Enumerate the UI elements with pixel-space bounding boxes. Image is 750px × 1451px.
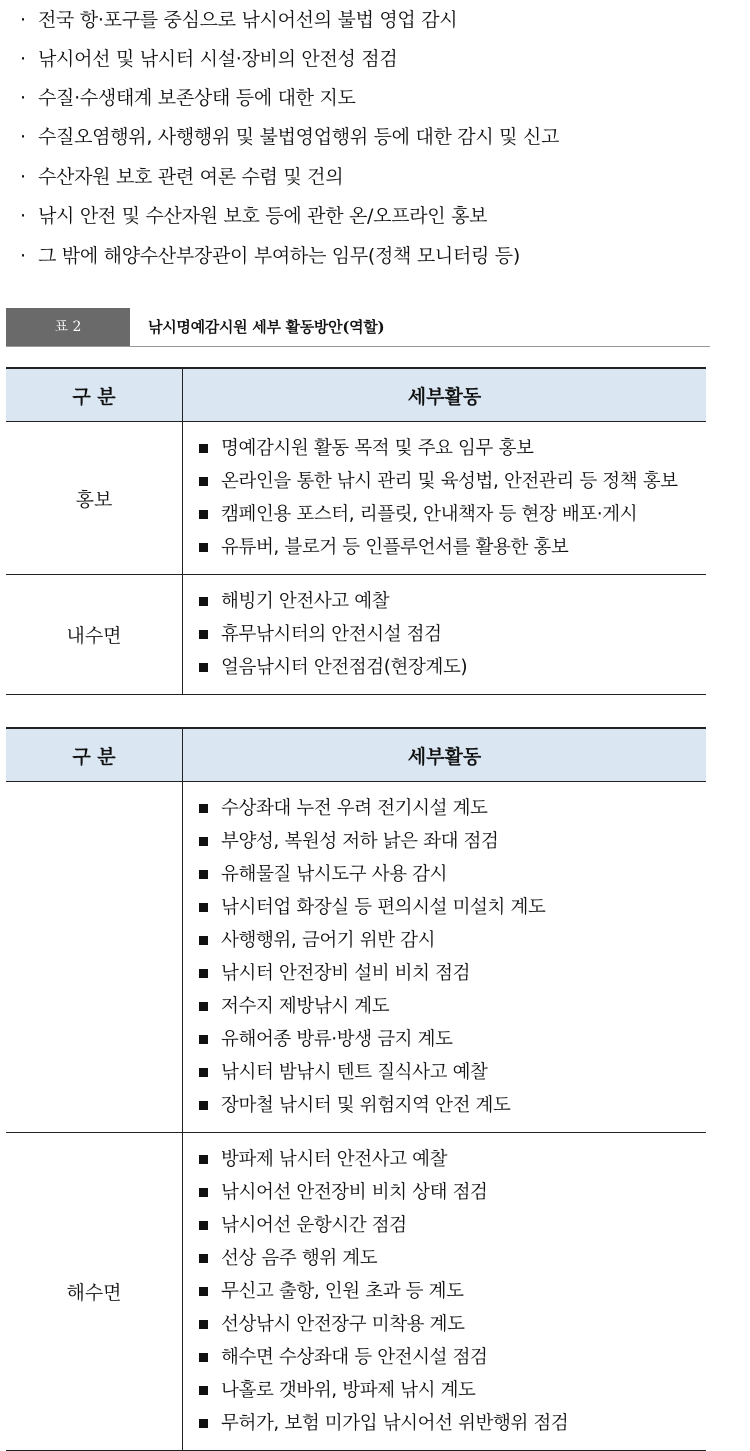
bullet-item	[20, 39, 397, 79]
table-row	[6, 1133, 706, 1451]
activity-item	[195, 891, 706, 924]
activity-text: 명예감시원 활동 목적 및 주요 임무 홍보	[221, 438, 534, 459]
table-header-row	[6, 728, 706, 782]
square-bullet-icon	[199, 663, 208, 672]
square-bullet-icon	[199, 477, 208, 486]
square-bullet-icon	[199, 837, 208, 846]
square-bullet-icon	[199, 1353, 208, 1362]
square-bullet-icon	[199, 936, 208, 945]
bullet-item	[20, 117, 559, 157]
activity-item	[195, 651, 706, 684]
activity-item	[195, 1374, 706, 1407]
bullet-text: 수질·수생태계 보존상태 등에 대한 지도	[38, 87, 356, 109]
activities-cell	[183, 575, 707, 695]
activity-text: 낚시어선 운항시간 점검	[221, 1215, 407, 1236]
activity-item	[195, 1242, 706, 1275]
bullet-item	[20, 236, 520, 276]
activity-item	[195, 858, 706, 891]
activity-item	[195, 531, 706, 564]
activity-table-1	[6, 367, 706, 695]
column-header-category: 구 분	[6, 368, 183, 422]
activity-text: 낚시터 밤낚시 텐트 질식사고 예찰	[221, 1062, 488, 1083]
column-header-activities: 세부활동	[183, 368, 707, 422]
activity-text: 얼음낚시터 안전점검(현장계도)	[221, 657, 468, 678]
square-bullet-icon	[199, 903, 208, 912]
activity-item	[195, 1275, 706, 1308]
square-bullet-icon	[199, 1386, 208, 1395]
category-cell: 해수면	[6, 1133, 183, 1451]
square-bullet-icon	[199, 630, 208, 639]
square-bullet-icon	[199, 969, 208, 978]
activity-text: 저수지 제방낚시 계도	[221, 996, 390, 1017]
bullet-item	[20, 0, 457, 40]
square-bullet-icon	[199, 1254, 208, 1263]
activity-item	[195, 1209, 706, 1242]
bullet-text: 수산자원 보호 관련 여론 수렴 및 건의	[38, 166, 344, 188]
bullet-item	[20, 78, 356, 118]
activity-item	[195, 1089, 706, 1122]
activity-text: 휴무낚시터의 안전시설 점검	[221, 624, 442, 645]
activity-text: 캠페인용 포스터, 리플릿, 안내책자 등 현장 배포·게시	[221, 504, 638, 525]
activity-text: 낚시터업 화장실 등 편의시설 미설치 계도	[221, 897, 546, 918]
table-row	[6, 782, 706, 1133]
activity-text: 낚시터 안전장비 설비 비치 점검	[221, 963, 471, 984]
activity-text: 온라인을 통한 낚시 관리 및 육성법, 안전관리 등 정책 홍보	[221, 471, 678, 492]
category-cell: 내수면	[6, 575, 183, 695]
activity-item	[195, 432, 706, 465]
activity-item	[195, 1143, 706, 1176]
activity-text: 유튜버, 블로거 등 인플루언서를 활용한 홍보	[221, 537, 569, 558]
activity-table-2	[6, 727, 706, 1451]
table-caption-title: 낚시명예감시원 세부 활동방안(역할)	[148, 318, 385, 336]
square-bullet-icon	[199, 597, 208, 606]
bullet-marker: ·	[20, 126, 26, 148]
activities-cell	[183, 422, 707, 575]
activities-cell	[183, 1133, 707, 1451]
activity-item	[195, 585, 706, 618]
activity-item	[195, 1341, 706, 1374]
activity-text: 해수면 수상좌대 등 안전시설 점검	[221, 1347, 488, 1368]
activities-cell	[183, 782, 707, 1133]
square-bullet-icon	[199, 1419, 208, 1428]
activity-item	[195, 1056, 706, 1089]
activity-text: 낚시어선 안전장비 비치 상태 점검	[221, 1182, 488, 1203]
activity-item	[195, 1407, 706, 1440]
activity-item	[195, 1176, 706, 1209]
bullet-item	[20, 157, 343, 197]
square-bullet-icon	[199, 870, 208, 879]
activity-text: 방파제 낚시터 안전사고 예찰	[221, 1149, 448, 1170]
bullet-text: 그 밖에 해양수산부장관이 부여하는 임무(정책 모니터링 등)	[38, 245, 520, 267]
bullet-marker: ·	[20, 245, 26, 267]
square-bullet-icon	[199, 543, 208, 552]
activity-item	[195, 825, 706, 858]
table-row	[6, 422, 706, 575]
bullet-marker: ·	[20, 166, 26, 188]
activity-text: 장마철 낚시터 및 위험지역 안전 계도	[221, 1095, 511, 1116]
activity-item	[195, 465, 706, 498]
category-cell: 홍보	[6, 422, 183, 575]
activity-text: 선상 음주 행위 계도	[221, 1248, 378, 1269]
square-bullet-icon	[199, 1068, 208, 1077]
activity-item	[195, 498, 706, 531]
activity-text: 무허가, 보험 미가입 낚시어선 위반행위 점검	[221, 1413, 569, 1434]
bullet-item	[20, 196, 487, 236]
bullet-text: 전국 항·포구를 중심으로 낚시어선의 불법 영업 감시	[38, 9, 458, 31]
column-header-activities: 세부활동	[183, 728, 707, 782]
table-row	[6, 575, 706, 695]
bullet-marker: ·	[20, 9, 26, 31]
square-bullet-icon	[199, 1035, 208, 1044]
square-bullet-icon	[199, 1287, 208, 1296]
square-bullet-icon	[199, 1188, 208, 1197]
activity-text: 유해물질 낚시도구 사용 감시	[221, 864, 448, 885]
bullet-text: 수질오염행위, 사행행위 및 불법영업행위 등에 대한 감시 및 신고	[38, 126, 560, 148]
activity-item	[195, 618, 706, 651]
activity-item	[195, 924, 706, 957]
bullet-text: 낚시 안전 및 수산자원 보호 등에 관한 온/오프라인 홍보	[38, 205, 488, 227]
activity-text: 해빙기 안전사고 예찰	[221, 591, 390, 612]
column-header-category: 구 분	[6, 728, 183, 782]
square-bullet-icon	[199, 1155, 208, 1164]
activity-item	[195, 990, 706, 1023]
bullet-marker: ·	[20, 48, 26, 70]
activity-text: 유해어종 방류·방생 금지 계도	[221, 1029, 453, 1050]
bullet-marker: ·	[20, 205, 26, 227]
table-caption-label: 표 2	[6, 308, 130, 346]
bullet-text: 낚시어선 및 낚시터 시설·장비의 안전성 점검	[38, 48, 398, 70]
table-header-row	[6, 368, 706, 422]
square-bullet-icon	[199, 1221, 208, 1230]
square-bullet-icon	[199, 804, 208, 813]
square-bullet-icon	[199, 1101, 208, 1110]
category-cell	[6, 782, 183, 1133]
activity-text: 사행행위, 금어기 위반 감시	[221, 930, 436, 951]
activity-text: 수상좌대 누전 우려 전기시설 계도	[221, 798, 488, 819]
activity-item	[195, 1308, 706, 1341]
activity-text: 선상낚시 안전장구 미착용 계도	[221, 1314, 465, 1335]
square-bullet-icon	[199, 1320, 208, 1329]
activity-text: 나홀로 갯바위, 방파제 낚시 계도	[221, 1380, 476, 1401]
activity-item	[195, 792, 706, 825]
square-bullet-icon	[199, 510, 208, 519]
bullet-marker: ·	[20, 87, 26, 109]
activity-text: 부양성, 복원성 저하 낡은 좌대 점검	[221, 831, 499, 852]
activity-item	[195, 957, 706, 990]
table-caption	[6, 308, 710, 347]
square-bullet-icon	[199, 1002, 208, 1011]
square-bullet-icon	[199, 444, 208, 453]
activity-text: 무신고 출항, 인원 초과 등 계도	[221, 1281, 464, 1302]
activity-item	[195, 1023, 706, 1056]
